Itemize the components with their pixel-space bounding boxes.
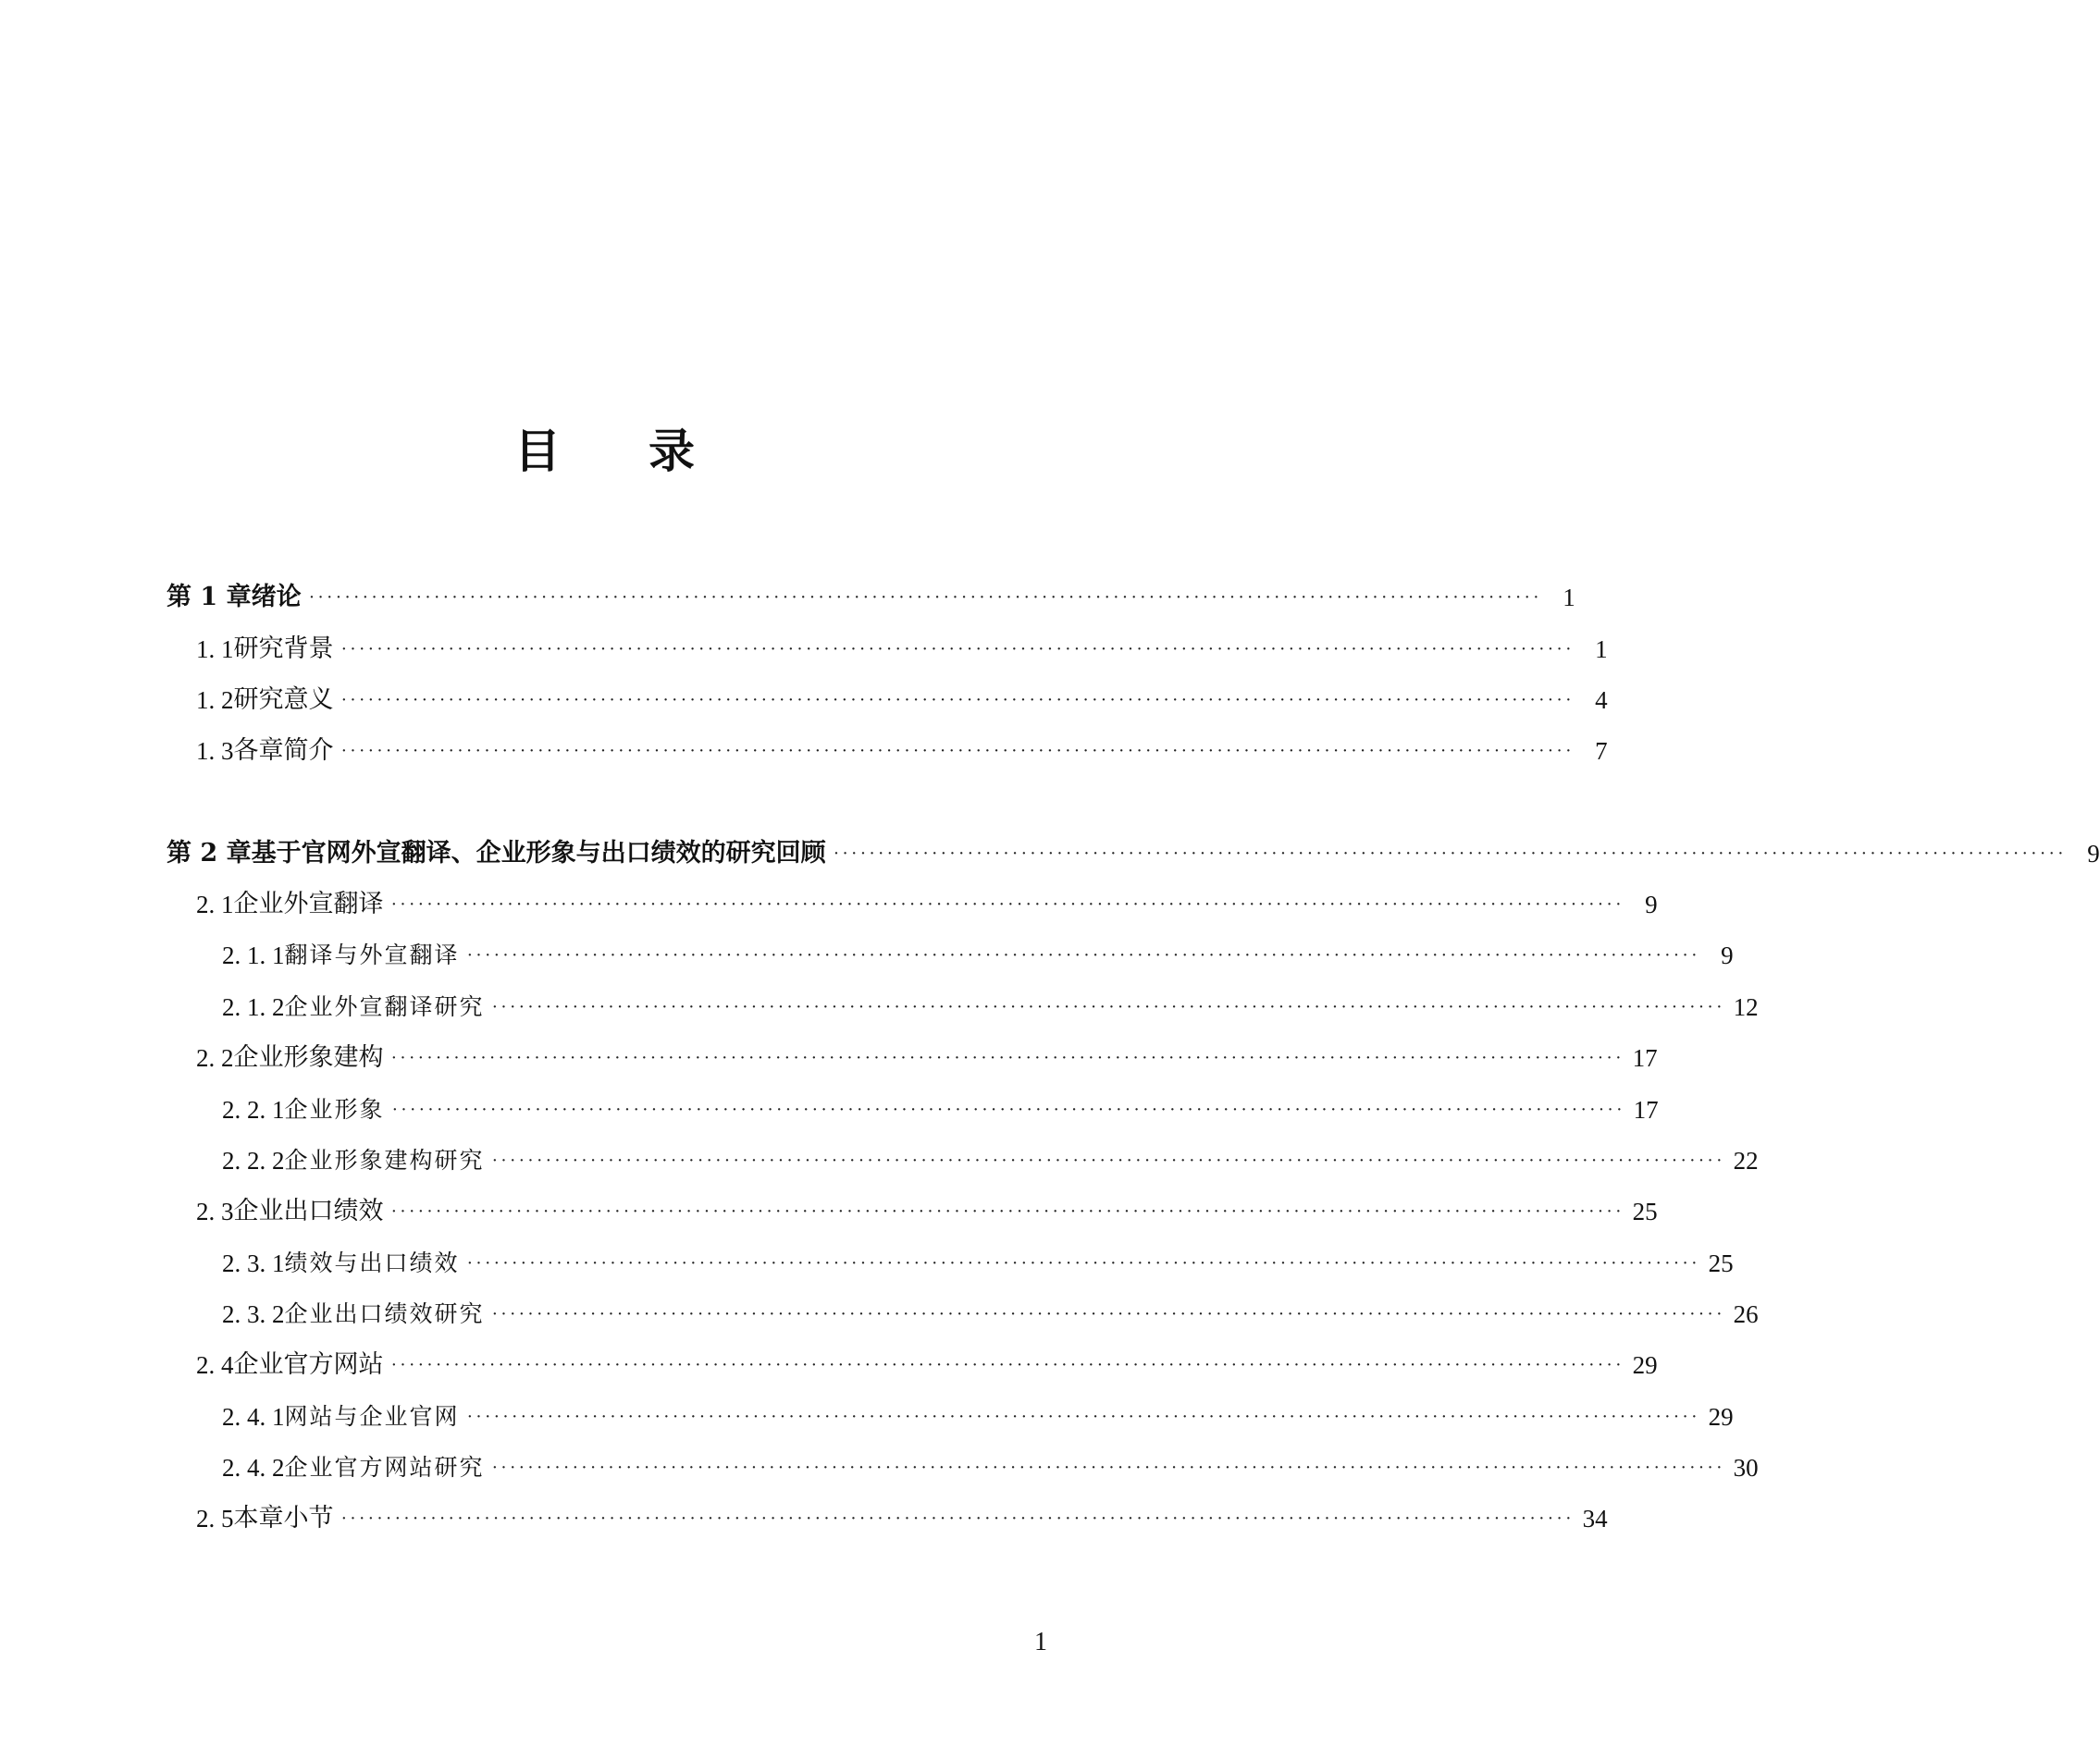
toc-page-number: 12 <box>1733 993 1759 1021</box>
leader-dots: ·········································································································································· <box>340 690 1575 710</box>
leader-dots: ·········································································································································· <box>491 1458 1725 1478</box>
toc-label: 绩效与出口绩效 <box>284 1249 460 1276</box>
leader-dots: ·········································································································································· <box>308 587 1542 608</box>
toc-number: 2. 1. 2 <box>222 993 285 1021</box>
toc-page-number: 9 <box>1721 942 1734 969</box>
toc-number: 2. 2. 2 <box>222 1147 285 1175</box>
toc-page-number: 30 <box>1733 1454 1759 1482</box>
toc-number: 2. 4 <box>196 1351 234 1379</box>
leader-dots: ·········································································································································· <box>390 894 1624 915</box>
toc-label: 企业外宣翻译 <box>233 890 384 918</box>
toc-page-number: 7 <box>1595 737 1608 765</box>
leader-dots: ·········································································································································· <box>491 1304 1725 1324</box>
toc-entry[interactable] <box>222 1449 1759 1486</box>
toc-label: 企业形象建构研究 <box>284 1147 485 1174</box>
toc-label: 各章简介 <box>233 736 334 765</box>
leader-dots: ·········································································································································· <box>340 1508 1575 1529</box>
toc-entry[interactable] <box>222 1398 1734 1435</box>
title-char-2: 录 <box>649 424 695 478</box>
toc-entry[interactable] <box>196 1347 1658 1384</box>
toc-label: 企业形象 <box>284 1096 385 1123</box>
toc-entry[interactable] <box>222 1142 1759 1179</box>
toc-entry[interactable] <box>222 989 1759 1026</box>
toc-number: 2. 3. 2 <box>222 1300 285 1328</box>
leader-dots: ·········································································································································· <box>466 945 1700 966</box>
toc-page-number: 26 <box>1733 1300 1759 1328</box>
toc-number: 2. 1 <box>196 891 234 918</box>
toc-page-number: 22 <box>1733 1147 1759 1175</box>
toc-label: 企业出口绩效 <box>233 1197 384 1225</box>
toc-page-number: 1 <box>1563 584 1575 611</box>
toc-number: 2. 3 <box>196 1198 234 1225</box>
leader-dots: ·········································································································································· <box>466 1253 1700 1274</box>
toc-entry[interactable] <box>222 937 1734 974</box>
toc-page-number: 34 <box>1582 1505 1608 1533</box>
toc-number: 2. 2 <box>196 1044 234 1072</box>
toc-entry[interactable] <box>167 579 1575 616</box>
title-char-1: 目 <box>514 424 561 478</box>
page-title <box>0 424 1209 479</box>
toc-page-number: 1 <box>1595 635 1608 663</box>
toc-number: 2. 1. 1 <box>222 942 285 969</box>
toc-number: 1. 3 <box>196 737 234 765</box>
toc-label: 企业官方网站 <box>233 1350 384 1379</box>
toc-number: 2. 4. 2 <box>222 1454 285 1482</box>
toc-entry[interactable] <box>222 1245 1734 1282</box>
toc-number: 2. 2. 1 <box>222 1096 285 1124</box>
toc-entry[interactable] <box>196 631 1608 668</box>
toc-page-number: 17 <box>1633 1096 1659 1124</box>
leader-dots: ·········································································································································· <box>833 843 2067 864</box>
toc-entry[interactable] <box>196 886 1658 923</box>
leader-dots: ·········································································································································· <box>340 639 1575 659</box>
toc-page-number: 9 <box>1645 891 1658 918</box>
leader-dots: ·········································································································································· <box>491 997 1725 1017</box>
toc-number: 第 2 章 <box>167 839 252 868</box>
toc-label: 研究背景 <box>233 634 334 663</box>
leader-dots: ·········································································································································· <box>491 1151 1725 1171</box>
toc-number: 第 1 章 <box>167 583 252 611</box>
toc-label: 研究意义 <box>233 685 334 714</box>
toc-page-number: 29 <box>1632 1351 1658 1379</box>
toc-label: 绪论 <box>251 583 302 611</box>
toc-entry[interactable] <box>196 1500 1608 1537</box>
footer-page-number: 1 <box>1034 1628 1047 1656</box>
toc-entry[interactable] <box>196 1193 1658 1230</box>
leader-dots: ·········································································································································· <box>391 1100 1625 1120</box>
toc-entry[interactable] <box>196 732 1608 769</box>
toc-page-number: 4 <box>1595 686 1608 714</box>
toc-label: 企业出口绩效研究 <box>284 1300 485 1327</box>
toc-label: 企业形象建构 <box>233 1043 384 1072</box>
toc-entry[interactable] <box>222 1296 1759 1333</box>
toc-page-number: 25 <box>1708 1249 1734 1277</box>
leader-dots: ·········································································································································· <box>466 1407 1700 1427</box>
leader-dots: ·········································································································································· <box>390 1201 1624 1222</box>
toc-label: 基于官网外宣翻译、企业形象与出口绩效的研究回顾 <box>251 839 826 868</box>
toc-entry[interactable] <box>196 682 1608 719</box>
toc-label: 企业官方网站研究 <box>284 1454 485 1481</box>
toc-label: 翻译与外宣翻译 <box>284 942 460 968</box>
leader-dots: ·········································································································································· <box>390 1048 1624 1068</box>
toc-entry[interactable] <box>222 1091 1659 1128</box>
toc-number: 2. 3. 1 <box>222 1249 285 1277</box>
toc-label: 本章小节 <box>233 1504 334 1533</box>
toc-entry[interactable] <box>167 835 2100 872</box>
toc-page-number: 29 <box>1708 1403 1734 1431</box>
toc-number: 1. 2 <box>196 686 234 714</box>
toc-label: 网站与企业官网 <box>284 1403 460 1430</box>
toc-page-number: 9 <box>2087 840 2100 868</box>
leader-dots: ·········································································································································· <box>340 741 1575 761</box>
toc-page-number: 25 <box>1632 1198 1658 1225</box>
toc-label: 企业外宣翻译研究 <box>284 993 485 1020</box>
toc-entry[interactable] <box>196 1040 1658 1077</box>
toc-page-number: 17 <box>1632 1044 1658 1072</box>
toc-number: 1. 1 <box>196 635 234 663</box>
leader-dots: ·········································································································································· <box>390 1355 1624 1375</box>
toc-number: 2. 4. 1 <box>222 1403 285 1431</box>
toc-number: 2. 5 <box>196 1505 234 1533</box>
